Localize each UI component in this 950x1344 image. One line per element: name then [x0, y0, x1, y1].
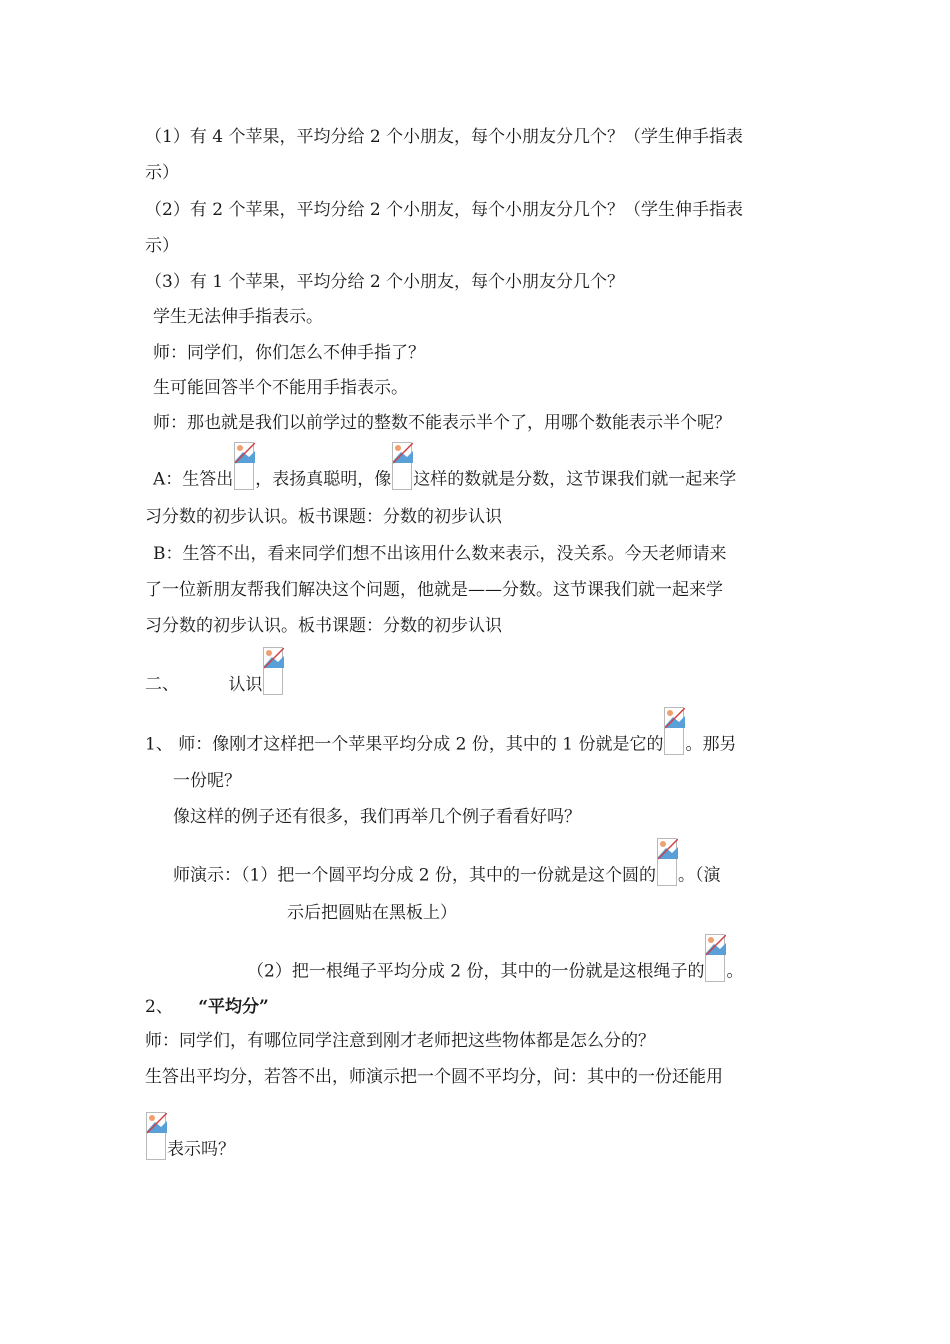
text-line: B：生答不出，看来同学们想不出该用什么数来表示，没关系。今天老师请来: [153, 544, 727, 564]
text-line: 学生无法伸手指表示。: [153, 307, 323, 327]
text-line: 师：同学们，有哪位同学注意到刚才老师把这些物体都是怎么分的？: [145, 1031, 655, 1051]
text-span: 。: [726, 961, 744, 982]
text-line: 师：同学们，你们怎么不伸手指了？: [153, 343, 425, 363]
text-line: [247, 948, 743, 996]
text-span: 。那另: [685, 734, 737, 755]
section-title: 认识: [228, 674, 263, 695]
section-heading: [145, 996, 269, 1018]
text-span: A：生答出: [153, 469, 234, 490]
item-title: “平均分”: [198, 997, 269, 1017]
fraction-image-icon: [657, 838, 677, 886]
text-line: 示）: [145, 236, 179, 256]
text-line: 师：那也就是我们以前学过的整数不能表示半个了，用哪个数能表示半个呢？: [153, 413, 731, 433]
text-span: 。（演: [677, 865, 721, 886]
text-line: （1）有 4 个苹果，平均分给 2 个小朋友，每个小朋友分几个？（学生伸手指表: [145, 127, 744, 147]
fraction-image-icon: [392, 442, 412, 490]
text-line: [145, 721, 736, 769]
text-span: （2）把一根绳子平均分成 2 份，其中的一份就是这根绳子的: [247, 961, 705, 982]
text-span: 师演示：（1）把一个圆平均分成 2 份，其中的一份就是这个圆的: [173, 865, 656, 886]
text-line: 示后把圆贴在黑板上）: [287, 903, 457, 923]
text-span: 这样的数就是分数，这节课我们就一起来学: [413, 469, 737, 490]
text-line: 了一位新朋友帮我们解决这个问题，他就是——分数。这节课我们就一起来学: [145, 580, 723, 600]
text-span: 表示吗？: [167, 1139, 235, 1160]
text-span: 1、 师：像刚才这样把一个苹果平均分成 2 份，其中的 1 份就是它的: [145, 734, 664, 755]
fraction-image-icon: [664, 707, 684, 755]
item-number: 2、: [145, 997, 173, 1017]
text-line: （3）有 1 个苹果，平均分给 2 个小朋友，每个小朋友分几个？: [145, 272, 625, 292]
text-line: 习分数的初步认识。板书课题：分数的初步认识: [145, 507, 502, 527]
text-line: 一份呢？: [173, 771, 241, 791]
text-line: （2）有 2 个苹果，平均分给 2 个小朋友，每个小朋友分几个？（学生伸手指表: [145, 200, 744, 220]
text-span: ，表扬真聪明，像: [255, 469, 392, 490]
text-line: 习分数的初步认识。板书课题：分数的初步认识: [145, 616, 502, 636]
text-line: [173, 852, 720, 900]
fraction-image-icon: [234, 442, 254, 490]
text-line: 像这样的例子还有很多，我们再举几个例子看看好吗？: [173, 807, 581, 827]
text-line: [145, 1126, 235, 1174]
text-line: 示）: [145, 163, 179, 183]
text-line-a: [153, 456, 736, 504]
fraction-image-icon: [263, 647, 283, 695]
fraction-image-icon: [146, 1112, 166, 1160]
text-line: 生答出平均分，若答不出，师演示把一个圆不平均分，问：其中的一份还能用: [145, 1067, 723, 1087]
section-number: 二、: [145, 674, 179, 695]
fraction-image-icon: [705, 934, 725, 982]
section-heading: [145, 661, 284, 709]
text-line: 生可能回答半个不能用手指表示。: [153, 378, 408, 398]
